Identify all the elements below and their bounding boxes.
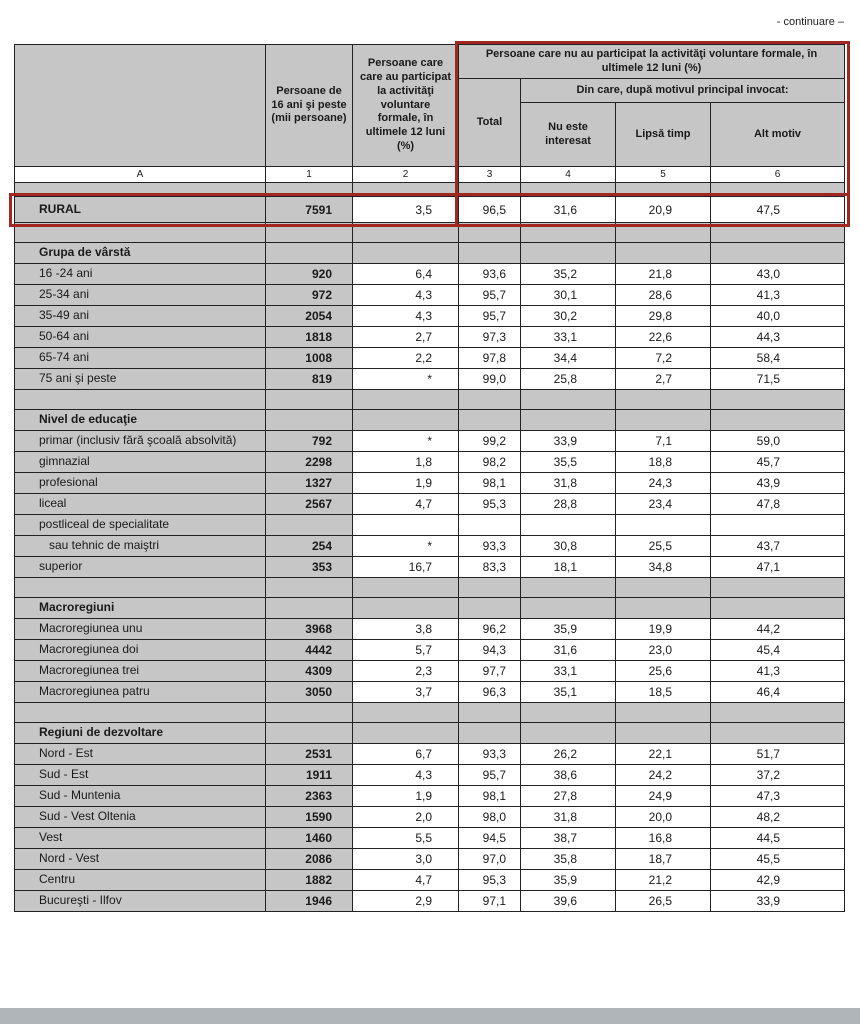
- value-col5: 28,6: [616, 285, 711, 306]
- spacer-cell: [711, 223, 845, 243]
- value-col4: 38,6: [521, 765, 616, 786]
- value-col3: 98,2: [459, 452, 521, 473]
- value-col1: 353: [266, 557, 353, 578]
- row-label: Sud - Muntenia: [15, 786, 266, 807]
- value-col6: 42,9: [711, 870, 845, 891]
- value-col2: *: [353, 431, 459, 452]
- value-col2: 6,4: [353, 264, 459, 285]
- value-col6: 44,5: [711, 828, 845, 849]
- value-col1: 819: [266, 369, 353, 390]
- value-col4: 38,7: [521, 828, 616, 849]
- section-title: Macroregiuni: [15, 598, 266, 619]
- value-col2: 3,7: [353, 682, 459, 703]
- value-col2: 2,3: [353, 661, 459, 682]
- row-label: Bucureşti - Ilfov: [15, 891, 266, 912]
- value-col6: [711, 515, 845, 536]
- value-col4: 31,6: [521, 197, 616, 223]
- spacer-cell: [353, 390, 459, 410]
- spacer-cell: [353, 223, 459, 243]
- row-label: Sud - Est: [15, 765, 266, 786]
- value-col1: 7591: [266, 197, 353, 223]
- row-label: primar (inclusiv fără şcoală absolvită): [15, 431, 266, 452]
- section-empty-cell: [616, 410, 711, 431]
- spacer-cell: [266, 183, 353, 197]
- value-col6: 41,3: [711, 285, 845, 306]
- row-label: Macroregiunea trei: [15, 661, 266, 682]
- value-col3: 99,2: [459, 431, 521, 452]
- value-col2: 1,9: [353, 786, 459, 807]
- row-label: Nord - Est: [15, 744, 266, 765]
- value-col5: 25,6: [616, 661, 711, 682]
- value-col2: [353, 515, 459, 536]
- value-col2: 5,5: [353, 828, 459, 849]
- row-label: Nord - Vest: [15, 849, 266, 870]
- index-cell-5: 5: [616, 167, 711, 183]
- value-col1: 3968: [266, 619, 353, 640]
- spacer-cell: [266, 390, 353, 410]
- section-empty-cell: [616, 723, 711, 744]
- value-col4: 25,8: [521, 369, 616, 390]
- value-col2: 2,2: [353, 348, 459, 369]
- spacer-cell: [521, 183, 616, 197]
- continuation-note: - continuare –: [776, 16, 844, 28]
- section-empty-cell: [266, 723, 353, 744]
- value-col4: 26,2: [521, 744, 616, 765]
- section-empty-cell: [711, 723, 845, 744]
- value-col1: 1008: [266, 348, 353, 369]
- value-col5: 24,3: [616, 473, 711, 494]
- value-col1: 1327: [266, 473, 353, 494]
- section-empty-cell: [616, 243, 711, 264]
- value-col1: 2531: [266, 744, 353, 765]
- value-col3: 83,3: [459, 557, 521, 578]
- value-col6: 40,0: [711, 306, 845, 327]
- value-col3: 98,1: [459, 473, 521, 494]
- spacer-cell: [353, 183, 459, 197]
- value-col4: 27,8: [521, 786, 616, 807]
- value-col4: 35,2: [521, 264, 616, 285]
- value-col6: 37,2: [711, 765, 845, 786]
- section-empty-cell: [459, 598, 521, 619]
- value-col3: 96,5: [459, 197, 521, 223]
- row-label: 25-34 ani: [15, 285, 266, 306]
- value-col5: 34,8: [616, 557, 711, 578]
- section-title: Regiuni de dezvoltare: [15, 723, 266, 744]
- spacer-cell: [711, 578, 845, 598]
- value-col5: 20,0: [616, 807, 711, 828]
- value-col1: 792: [266, 431, 353, 452]
- value-col6: 44,2: [711, 619, 845, 640]
- row-label: 16 -24 ani: [15, 264, 266, 285]
- value-col2: 16,7: [353, 557, 459, 578]
- value-col3: 95,3: [459, 494, 521, 515]
- section-empty-cell: [459, 243, 521, 264]
- value-col4: 35,9: [521, 619, 616, 640]
- value-col1: 1946: [266, 891, 353, 912]
- row-label: gimnazial: [15, 452, 266, 473]
- value-col2: 4,3: [353, 765, 459, 786]
- value-col3: 95,7: [459, 306, 521, 327]
- value-col3: 97,7: [459, 661, 521, 682]
- value-col1: 920: [266, 264, 353, 285]
- value-col1: 2086: [266, 849, 353, 870]
- spacer-cell: [15, 703, 266, 723]
- value-col5: 20,9: [616, 197, 711, 223]
- spacer-cell: [15, 183, 266, 197]
- index-cell-2: 2: [353, 167, 459, 183]
- table-header: [15, 45, 845, 183]
- section-empty-cell: [711, 598, 845, 619]
- value-col4: 35,1: [521, 682, 616, 703]
- value-col6: 43,9: [711, 473, 845, 494]
- value-col4: [521, 515, 616, 536]
- value-col5: 2,7: [616, 369, 711, 390]
- value-col2: 2,0: [353, 807, 459, 828]
- spacer-cell: [353, 578, 459, 598]
- value-col6: 33,9: [711, 891, 845, 912]
- value-col4: 18,1: [521, 557, 616, 578]
- value-col1: 2363: [266, 786, 353, 807]
- value-col1: 254: [266, 536, 353, 557]
- value-col3: 98,1: [459, 786, 521, 807]
- value-col3: 96,3: [459, 682, 521, 703]
- value-col3: 96,2: [459, 619, 521, 640]
- value-col2: 1,8: [353, 452, 459, 473]
- value-col4: 33,1: [521, 661, 616, 682]
- value-col5: 29,8: [616, 306, 711, 327]
- value-col4: 30,8: [521, 536, 616, 557]
- value-col4: 33,1: [521, 327, 616, 348]
- value-col3: 97,3: [459, 327, 521, 348]
- row-label: Sud - Vest Oltenia: [15, 807, 266, 828]
- value-col4: 33,9: [521, 431, 616, 452]
- value-col6: 71,5: [711, 369, 845, 390]
- spacer-cell: [711, 390, 845, 410]
- value-col4: 28,8: [521, 494, 616, 515]
- value-col3: 95,3: [459, 870, 521, 891]
- row-label: liceal: [15, 494, 266, 515]
- section-empty-cell: [521, 723, 616, 744]
- row-label: Vest: [15, 828, 266, 849]
- value-col6: 45,7: [711, 452, 845, 473]
- spacer-cell: [15, 223, 266, 243]
- value-col6: 45,5: [711, 849, 845, 870]
- spacer-cell: [711, 183, 845, 197]
- value-col6: 47,3: [711, 786, 845, 807]
- spacer-cell: [616, 223, 711, 243]
- value-col1: 1590: [266, 807, 353, 828]
- value-col3: 93,3: [459, 536, 521, 557]
- value-col3: 93,6: [459, 264, 521, 285]
- value-col6: 45,4: [711, 640, 845, 661]
- value-col3: 95,7: [459, 765, 521, 786]
- value-col3: 94,5: [459, 828, 521, 849]
- spacer-cell: [521, 703, 616, 723]
- value-col2: 1,9: [353, 473, 459, 494]
- value-col2: *: [353, 369, 459, 390]
- value-col5: 24,9: [616, 786, 711, 807]
- row-label: 65-74 ani: [15, 348, 266, 369]
- row-label: postliceal de specialitate: [15, 515, 266, 536]
- horizontal-scrollbar[interactable]: [0, 1008, 860, 1024]
- value-col6: 47,1: [711, 557, 845, 578]
- section-empty-cell: [266, 243, 353, 264]
- value-col4: 31,8: [521, 473, 616, 494]
- value-col2: 4,3: [353, 306, 459, 327]
- value-col2: 2,9: [353, 891, 459, 912]
- value-col2: 4,3: [353, 285, 459, 306]
- value-col4: 30,2: [521, 306, 616, 327]
- spacer-cell: [459, 703, 521, 723]
- value-col3: 97,8: [459, 348, 521, 369]
- value-col2: 4,7: [353, 870, 459, 891]
- stub-header-cell: [15, 45, 266, 167]
- value-col1: 972: [266, 285, 353, 306]
- col-persons-header: Persoane de 16 ani şi peste (mii persoane): [266, 45, 353, 167]
- section-empty-cell: [266, 598, 353, 619]
- value-col2: *: [353, 536, 459, 557]
- row-label: 50-64 ani: [15, 327, 266, 348]
- row-label: 35-49 ani: [15, 306, 266, 327]
- spacer-cell: [459, 390, 521, 410]
- statistics-table: [14, 44, 845, 912]
- value-col1: 1818: [266, 327, 353, 348]
- value-col6: 51,7: [711, 744, 845, 765]
- value-col5: 25,5: [616, 536, 711, 557]
- value-col6: 41,3: [711, 661, 845, 682]
- section-title: Grupa de vârstă: [15, 243, 266, 264]
- value-col6: 47,5: [711, 197, 845, 223]
- section-empty-cell: [521, 243, 616, 264]
- value-col6: 58,4: [711, 348, 845, 369]
- value-col1: 1882: [266, 870, 353, 891]
- spacer-cell: [353, 703, 459, 723]
- spacer-cell: [15, 578, 266, 598]
- index-cell-3: 3: [459, 167, 521, 183]
- col-no-time-header: Lipsă timp: [616, 103, 711, 167]
- value-col1: 2054: [266, 306, 353, 327]
- section-empty-cell: [353, 410, 459, 431]
- spacer-cell: [266, 223, 353, 243]
- value-col6: 43,7: [711, 536, 845, 557]
- value-col2: 3,0: [353, 849, 459, 870]
- value-col4: 31,8: [521, 807, 616, 828]
- value-col5: 18,8: [616, 452, 711, 473]
- col-participated-header: Persoane care care au participat la activităţi voluntare formale, în ultimele 12 luni (%): [353, 45, 459, 167]
- value-col4: 39,6: [521, 891, 616, 912]
- value-col4: 34,4: [521, 348, 616, 369]
- index-cell-4: 4: [521, 167, 616, 183]
- spacer-cell: [521, 390, 616, 410]
- value-col3: [459, 515, 521, 536]
- rural-row-label: RURAL: [15, 197, 266, 223]
- section-empty-cell: [459, 410, 521, 431]
- value-col5: 7,1: [616, 431, 711, 452]
- row-label: sau tehnic de maiştri: [15, 536, 266, 557]
- value-col6: 59,0: [711, 431, 845, 452]
- value-col5: 18,5: [616, 682, 711, 703]
- value-col1: 2298: [266, 452, 353, 473]
- spacer-cell: [266, 578, 353, 598]
- value-col1: [266, 515, 353, 536]
- value-col2: 2,7: [353, 327, 459, 348]
- section-empty-cell: [521, 410, 616, 431]
- value-col2: 3,5: [353, 197, 459, 223]
- spacer-cell: [459, 578, 521, 598]
- subgroup-reason-header: Din care, după motivul principal invocat:: [521, 79, 845, 103]
- section-empty-cell: [711, 410, 845, 431]
- value-col6: 46,4: [711, 682, 845, 703]
- spacer-cell: [521, 223, 616, 243]
- value-col4: 30,1: [521, 285, 616, 306]
- value-col3: 97,1: [459, 891, 521, 912]
- value-col4: 35,9: [521, 870, 616, 891]
- column-index-row: [15, 167, 845, 183]
- value-col3: 99,0: [459, 369, 521, 390]
- section-title: Nivel de educaţie: [15, 410, 266, 431]
- value-col4: 31,6: [521, 640, 616, 661]
- row-label: superior: [15, 557, 266, 578]
- value-col4: 35,5: [521, 452, 616, 473]
- value-col2: 3,8: [353, 619, 459, 640]
- value-col2: 6,7: [353, 744, 459, 765]
- row-label: Macroregiunea unu: [15, 619, 266, 640]
- col-total-header: Total: [459, 79, 521, 167]
- index-cell-a: A: [15, 167, 266, 183]
- spacer-cell: [616, 183, 711, 197]
- value-col5: 19,9: [616, 619, 711, 640]
- value-col5: 24,2: [616, 765, 711, 786]
- row-label: Macroregiunea patru: [15, 682, 266, 703]
- row-label: profesional: [15, 473, 266, 494]
- value-col4: 35,8: [521, 849, 616, 870]
- value-col3: 94,3: [459, 640, 521, 661]
- section-empty-cell: [266, 410, 353, 431]
- section-empty-cell: [711, 243, 845, 264]
- value-col5: 26,5: [616, 891, 711, 912]
- value-col5: [616, 515, 711, 536]
- value-col2: 5,7: [353, 640, 459, 661]
- spacer-cell: [521, 578, 616, 598]
- col-other-motive-header: Alt motiv: [711, 103, 845, 167]
- index-cell-6: 6: [711, 167, 845, 183]
- col-not-interested-header: Nu este interesat: [521, 103, 616, 167]
- section-empty-cell: [616, 598, 711, 619]
- value-col1: 1911: [266, 765, 353, 786]
- row-label: 75 ani şi peste: [15, 369, 266, 390]
- value-col3: 97,0: [459, 849, 521, 870]
- spacer-cell: [15, 390, 266, 410]
- value-col5: 22,1: [616, 744, 711, 765]
- value-col5: 7,2: [616, 348, 711, 369]
- value-col2: 4,7: [353, 494, 459, 515]
- value-col6: 47,8: [711, 494, 845, 515]
- section-empty-cell: [353, 598, 459, 619]
- value-col5: 18,7: [616, 849, 711, 870]
- section-empty-cell: [353, 723, 459, 744]
- value-col1: 4442: [266, 640, 353, 661]
- value-col6: 48,2: [711, 807, 845, 828]
- group-nonparticipation-header: Persoane care nu au participat la activităţi voluntare formale, în ultimele 12 luni (%): [459, 45, 845, 79]
- spacer-cell: [459, 223, 521, 243]
- value-col1: 1460: [266, 828, 353, 849]
- value-col5: 21,8: [616, 264, 711, 285]
- spacer-cell: [266, 703, 353, 723]
- spacer-cell: [459, 183, 521, 197]
- value-col1: 4309: [266, 661, 353, 682]
- index-cell-1: 1: [266, 167, 353, 183]
- value-col1: 3050: [266, 682, 353, 703]
- section-empty-cell: [521, 598, 616, 619]
- value-col3: 93,3: [459, 744, 521, 765]
- value-col6: 43,0: [711, 264, 845, 285]
- value-col5: 23,4: [616, 494, 711, 515]
- value-col5: 21,2: [616, 870, 711, 891]
- value-col6: 44,3: [711, 327, 845, 348]
- value-col5: 16,8: [616, 828, 711, 849]
- value-col5: 22,6: [616, 327, 711, 348]
- value-col1: 2567: [266, 494, 353, 515]
- section-empty-cell: [459, 723, 521, 744]
- section-empty-cell: [353, 243, 459, 264]
- value-col3: 95,7: [459, 285, 521, 306]
- value-col3: 98,0: [459, 807, 521, 828]
- spacer-cell: [616, 578, 711, 598]
- value-col5: 23,0: [616, 640, 711, 661]
- row-label: Centru: [15, 870, 266, 891]
- spacer-cell: [616, 390, 711, 410]
- spacer-cell: [711, 703, 845, 723]
- spacer-cell: [616, 703, 711, 723]
- row-label: Macroregiunea doi: [15, 640, 266, 661]
